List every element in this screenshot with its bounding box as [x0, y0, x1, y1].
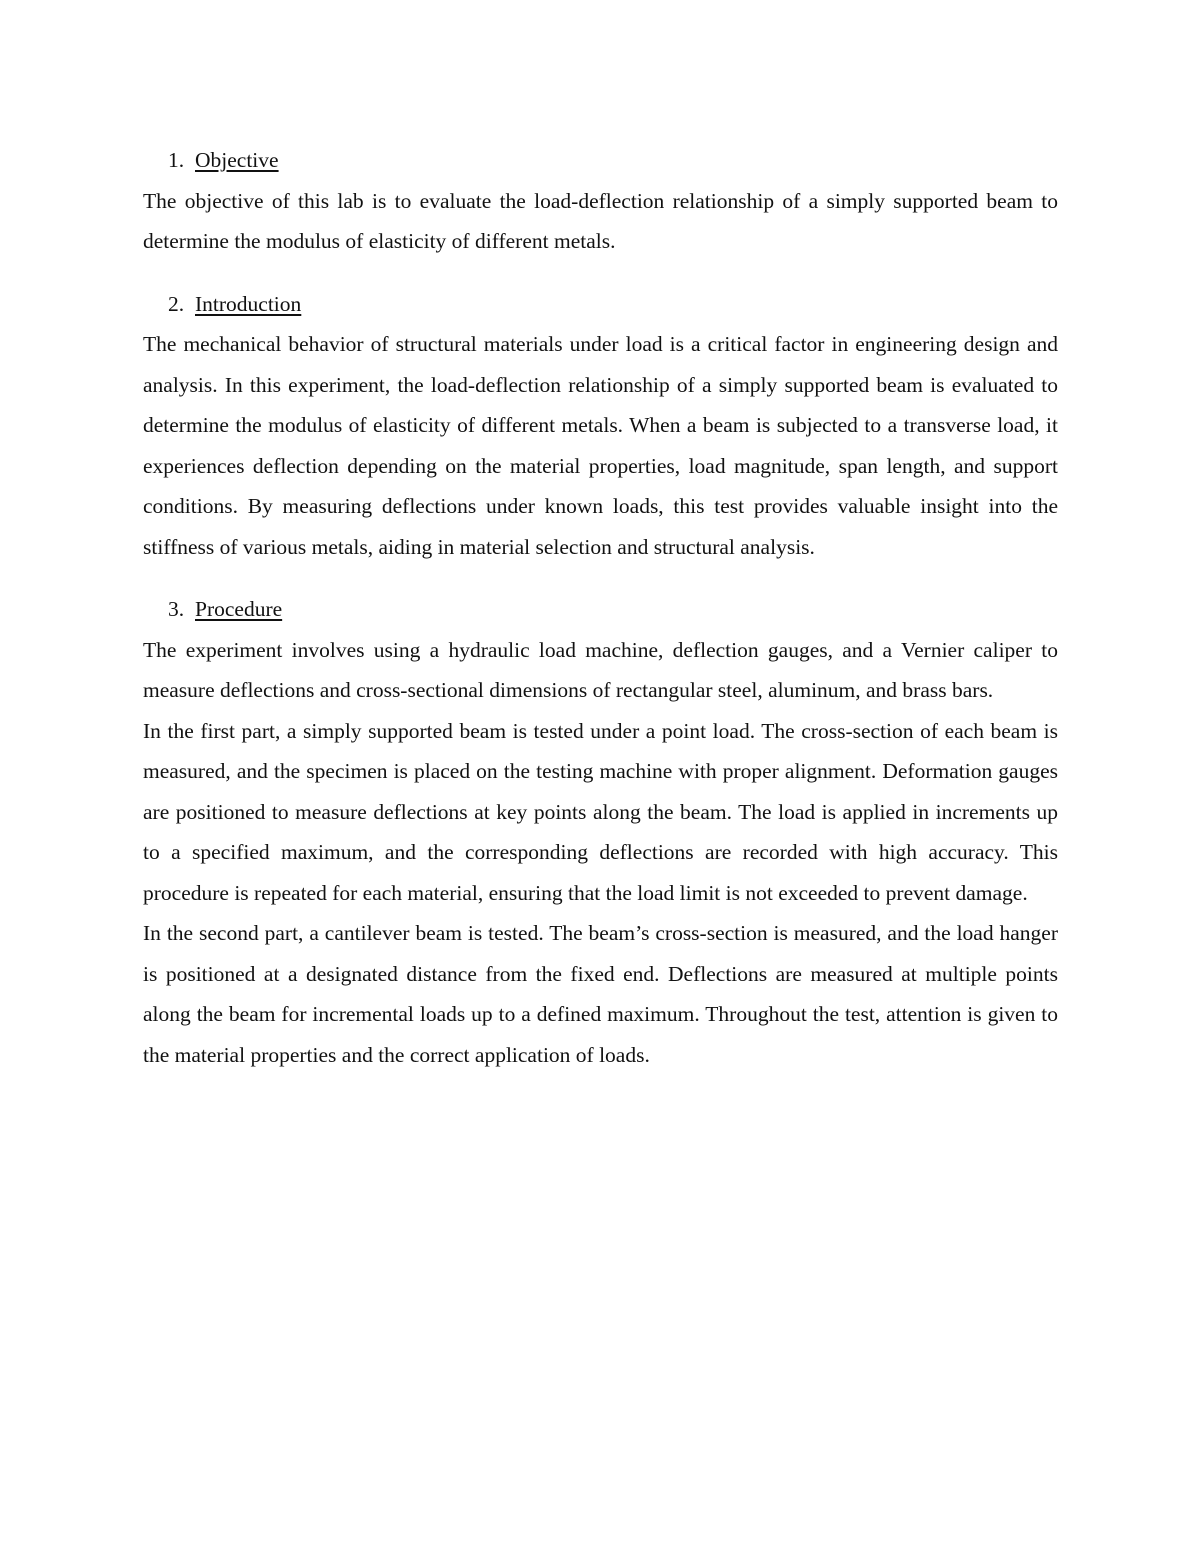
introduction-title: Introduction — [195, 291, 302, 316]
procedure-paragraph-part-one: In the first part, a simply supported beam is tested under a point load. The cross-section of each beam is measured, and the specimen is placed on the testing machine with proper alignment. Deformation gauges are positioned to measure deflections at key points along the beam. The load is applied in increments up to a specified maximum, and the corresponding deflections are recorded with high accuracy. This procedure is repeated for each material, ensuring that the load limit is not exceeded to prevent damage. — [143, 718, 1058, 905]
introduction-heading — [143, 284, 1058, 325]
objective-title: Objective — [195, 148, 279, 172]
procedure-paragraph-part-two: In the second part, a cantilever beam is tested. The beam’s cross-section is measured, and the load hanger is positioned at a designated distance from the fixed end. Deflections are measured at multiple points along the beam for incremental loads up to a defined maximum. Throughout the test, attention is given to the material properties and the correct application of loads. — [143, 921, 1058, 1067]
procedure-heading — [143, 589, 1058, 630]
procedure-title: Procedure — [195, 597, 283, 621]
objective-heading — [143, 140, 1058, 181]
document-body — [143, 140, 1058, 1075]
procedure-paragraph-equipment: The experiment involves using a hydraulic load machine, deflection gauges, and a Vernier caliper to measure deflections and cross-sectional dimensions of rectangular steel, aluminum, and brass bars. — [143, 637, 1058, 702]
objective-paragraph: The objective of this lab is to evaluate the load-deflection relationship of a simply supported beam to determine the modulus of elasticity of different metals. — [143, 188, 1058, 253]
introduction-paragraph: The mechanical behavior of structural materials under load is a critical factor in engineering design and analysis. In this experiment, the load-deflection relationship of a simply supported beam is evaluated to determine the modulus of elasticity of different metals. When a beam is subjected to a transverse load, it experiences deflection depending on the material properties, load magnitude, span length, and support conditions. By measuring deflections under known loads, this test provides valuable insight into the stiffness of various metals, aiding in material selection and structural analysis. — [143, 332, 1058, 559]
introduction-number: 2. — [168, 291, 185, 316]
section-spacer — [143, 262, 1058, 284]
objective-number: 1. — [168, 148, 185, 172]
procedure-number: 3. — [168, 597, 185, 621]
section-spacer — [143, 567, 1058, 589]
